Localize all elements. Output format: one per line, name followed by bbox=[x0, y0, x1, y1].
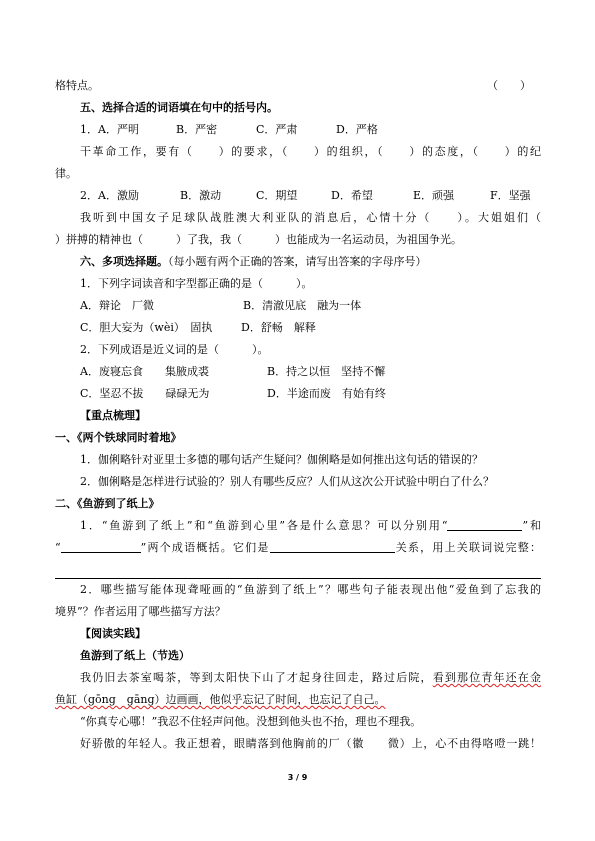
option-a: 1．A．严明 bbox=[80, 123, 139, 136]
answer-blank bbox=[61, 540, 141, 553]
option-b: B．清澈见底 融为一体 bbox=[243, 299, 362, 312]
option-a: A．辩论 厂微 bbox=[80, 299, 154, 312]
q1-text: 1．“鱼游到了纸上”和“鱼游到心里”各是什么意思？可以分别用“ bbox=[80, 519, 448, 532]
review-part2-q1-line2 bbox=[55, 537, 541, 559]
page-number: 3 / 9 bbox=[287, 773, 308, 782]
section6-title-line bbox=[55, 251, 541, 273]
intro-line bbox=[55, 75, 541, 97]
option-b: B．激动 bbox=[180, 189, 222, 202]
reading-title: 鱼游到了纸上（节选） bbox=[80, 649, 190, 662]
q1-text: 关系，用上关联词说完整： bbox=[394, 541, 541, 554]
review-part2-q1-line1 bbox=[55, 515, 541, 537]
answer-parens: （ ） bbox=[487, 79, 531, 92]
section5-q1-sentence-line2: 律。 bbox=[55, 167, 77, 180]
answer-blank bbox=[447, 518, 522, 531]
section5-q2-options bbox=[55, 185, 541, 207]
reading-heading: 【阅读实践】 bbox=[80, 627, 146, 640]
answer-blank bbox=[270, 540, 395, 553]
option-a: A．废寝忘食 集腋成裘 bbox=[80, 365, 209, 378]
section6-q1-stem: 1．下列字词读音和字型都正确的是（ ）。 bbox=[80, 277, 313, 290]
q1-text: ”和 bbox=[522, 519, 541, 532]
reading-paragraph1-line2 bbox=[55, 689, 541, 711]
review-part1-title: 一、《两个铁球同时着地》 bbox=[55, 431, 182, 444]
reading-paragraph1-line1 bbox=[55, 667, 541, 689]
option-b: B．严密 bbox=[176, 123, 218, 136]
review-part2-q2-line2: 境界”？作者运用了哪些描写方法？ bbox=[55, 605, 226, 618]
paragraph-text: 我仍旧去茶室喝茶，等到太阳快下山了才起身往回走，路过后院， bbox=[80, 671, 433, 684]
answer-line bbox=[55, 559, 541, 579]
section5-q2-sentence-line2: ）拼搏的精神也（ ）了我，我（ ）也能成为一名运动员，为祖国争光。 bbox=[55, 233, 462, 246]
section6-q2-options-row1 bbox=[55, 361, 541, 383]
wavy-underlined-text: 看到那位青年还在金 bbox=[432, 671, 541, 684]
option-d: D．半途而废 有始有终 bbox=[267, 387, 386, 400]
section5-q1-options bbox=[55, 119, 541, 141]
option-c: C．期望 bbox=[256, 189, 298, 202]
review-part2-q2-line1: 2．哪些描写能体现聋哑画的“鱼游到了纸上”？哪些句子能表现出他“爱鱼到了忘我的 bbox=[80, 583, 541, 596]
section6-q1-options-row2 bbox=[55, 317, 541, 339]
section5-q2-sentence-line1: 我听到中国女子足球队战胜澳大利亚队的消息后，心情十分（ ）。大姐姐们（ bbox=[80, 211, 541, 224]
q1-text: ”两个成语概括。它们是 bbox=[140, 541, 270, 554]
intro-text: 格特点。 bbox=[55, 79, 99, 92]
q1-text: “ bbox=[55, 541, 61, 554]
option-d: D．希望 bbox=[331, 189, 373, 202]
section6-q2-stem: 2．下列成语是近义词的是（ ）。 bbox=[80, 343, 269, 356]
option-d: D．舒畅 解释 bbox=[241, 321, 316, 334]
option-c: C．坚忍不拔 碌碌无为 bbox=[80, 387, 210, 400]
option-e: E．顽强 bbox=[413, 189, 455, 202]
section6-q2-options-row2 bbox=[55, 383, 541, 405]
option-c: C．严肃 bbox=[256, 123, 298, 136]
wavy-underlined-text: 鱼缸（gōng gāng）边画画，他似乎忘记了时间，也忘记了自己。 bbox=[55, 693, 386, 706]
review-heading: 【重点梳理】 bbox=[80, 409, 146, 422]
page-content bbox=[55, 75, 541, 755]
option-f: F．坚强 bbox=[490, 189, 531, 202]
review-part1-q1: 1．伽俐略针对亚里士多德的哪句话产生疑问？伽俐略是如何推出这句话的错误的？ bbox=[80, 453, 483, 466]
section6-q1-options-row1 bbox=[55, 295, 541, 317]
section5-q1-sentence-line1: 干革命工作，要有（ ）的要求，（ ）的组织，（ ）的态度，（ ）的纪 bbox=[80, 145, 541, 158]
option-a: 2．A．激励 bbox=[80, 189, 139, 202]
section5-title: 五、选择合适的词语填在句中的括号内。 bbox=[80, 101, 278, 114]
reading-paragraph2: “你真专心哪！”我忍不住轻声问他。没想到他头也不抬，理也不理我。 bbox=[80, 715, 422, 728]
option-d: D．严格 bbox=[336, 123, 378, 136]
section6-instruction: （每小题有两个正确的答案，请写出答案的字母序号） bbox=[168, 255, 427, 268]
reading-paragraph3: 好骄傲的年轻人。我正想着，眼睛落到他胸前的厂（徽 微）上，心不由得咯噔一跳！ bbox=[80, 737, 541, 750]
review-part2-title: 二、《鱼游到了纸上》 bbox=[55, 497, 160, 510]
review-part1-q2: 2．伽俐略是怎样进行试验的？别人有哪些反应？人们从这次公开试验中明白了什么？ bbox=[80, 475, 494, 488]
section6-title: 六、多项选择题。 bbox=[80, 255, 168, 268]
option-c: C．胆大妄为（wèi） 固执 bbox=[80, 321, 213, 334]
option-b: B．持之以恒 坚持不懈 bbox=[267, 365, 386, 378]
